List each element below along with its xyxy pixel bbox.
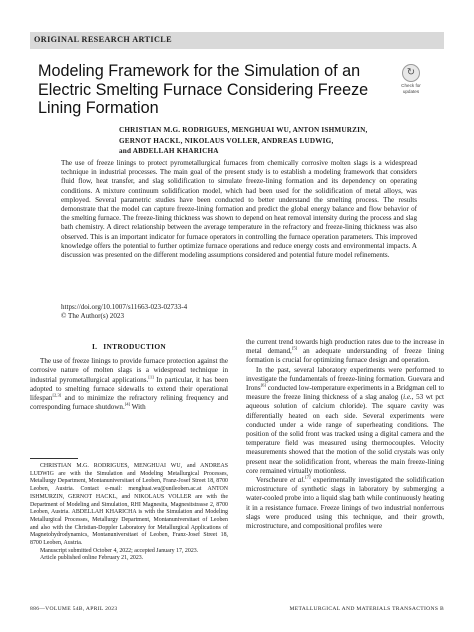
affiliations: CHRISTIAN M.G. RODRIGUES, MENGHUAI WU, and ANDREAS LUDWIG are with the Simulation and Modeling Metallurgical Processes, Metallurgy Department, Montanuniversitaet of Leoben, Franz-Josef Street 18, 8700 Leoben, Austria. Contact e-mail: menghuai.wu@unileoben.ac.at ANTON ISHMURZIN, GERNOT HACKL, and NIKOLAUS VOLLER are with the Department of Modeling and Simulation, RHI Magnesita, Magnesitstrasse 2, 8700 Leoben, Austria. ABDELLAH KHARICHA is with the Simulation and Modeling Metallurgical Processes, Metallurgy Department, Montanuniversitaet of Leoben and also with the Christian-Doppler Laboratory for Metallurgical Applications of Magnetohydrodynamics, Montanuniversitaet of Leoben, Franz-Josef Street 18, 8700 Leoben, Austria. bbox=[30, 463, 228, 547]
footer-journal: METALLURGICAL AND MATERIALS TRANSACTIONS B bbox=[289, 606, 444, 612]
text-run: experimentally investigated the solidification microstructure of synthetic slags in laboratory by submerging a water-cooled probe into a liquid slag bath while continuously heating it in a resistance furnace. Freeze linings of two industrial nonferrous slags were produced using this technique, and their growth, microstructure, and compositional profiles were bbox=[246, 476, 444, 531]
paragraph bbox=[246, 338, 444, 366]
author-line: and ABDELLAH KHARICHA bbox=[119, 147, 219, 156]
author-line: GERNOT HACKL, NIKOLAUS VOLLER, ANDREAS LUDWIG, bbox=[119, 136, 334, 145]
author-line: CHRISTIAN M.G. RODRIGUES, MENGHUAI WU, ANTON ISHMURZIN, bbox=[119, 126, 368, 134]
citation[interactable]: [1] bbox=[148, 374, 154, 380]
footer-volume: 886—VOLUME 54B, APRIL 2023 bbox=[30, 606, 118, 612]
article-meta bbox=[61, 303, 361, 321]
article-title: Modeling Framework for the Simulation of an Electric Smelting Furnace Considering Freeze Lining Formation bbox=[38, 62, 369, 117]
citation[interactable]: [6] bbox=[260, 382, 266, 388]
manuscript-dates: Manuscript submitted October 4, 2022; accepted January 17, 2023. bbox=[40, 547, 199, 554]
text-run: With bbox=[130, 403, 146, 412]
text-run: conducted low-temperature experiments in a Bridgman cell to measure the freeze lining thickness of a slag analog ( bbox=[246, 384, 444, 402]
paragraph bbox=[246, 366, 444, 476]
intro-paragraph bbox=[30, 357, 228, 412]
text-run: The use of freeze linings to provide furnace protection against the corrosive nature of molten slags is a widespread technique in industrial pyrometallurgical applications. bbox=[30, 357, 228, 384]
text-run: In the past, several laboratory experiments were performed to investigate the fundamentals of freeze-lining formation. Guevara and Irons bbox=[246, 365, 444, 393]
publication-date: Article published online February 21, 2023. bbox=[40, 555, 144, 562]
author-footnote bbox=[30, 463, 228, 563]
doi-link[interactable]: https://doi.org/10.1007/s11663-023-02733-4 bbox=[61, 303, 188, 311]
text-run: an adequate understanding of freeze lining formation is crucial for optimizing furnace design and operation. bbox=[246, 347, 444, 365]
badge-line2: updates bbox=[402, 89, 420, 94]
italic-run: et al. bbox=[290, 476, 306, 485]
citation[interactable]: [5] bbox=[291, 345, 298, 351]
copyright: © The Author(s) 2023 bbox=[61, 312, 124, 321]
section-title: INTRODUCTION bbox=[103, 342, 167, 351]
section-band bbox=[30, 32, 444, 49]
text-run: and to minimize the refractory relining frequency and corresponding furnace shutdown. bbox=[30, 394, 228, 412]
left-column bbox=[30, 338, 228, 412]
text-run: Verscheure bbox=[256, 476, 291, 485]
citation[interactable]: [2,3] bbox=[52, 392, 62, 398]
text-run: In particular, it has been adopted to smelting furnace sidewalls to extend their operational lifespan bbox=[30, 375, 228, 403]
author-list bbox=[119, 125, 419, 157]
citation[interactable]: [7] bbox=[305, 474, 311, 480]
paragraph bbox=[246, 476, 444, 531]
check-for-updates-badge[interactable] bbox=[401, 64, 421, 94]
badge-line1: Check for bbox=[401, 83, 421, 88]
section-label: ORIGINAL RESEARCH ARTICLE bbox=[34, 35, 173, 44]
text-run: 53 wt pct aqueous solution of calcium chloride). The square cavity was differentially heated on each side. Several experiments were conducted under a wide range of superheating conditions. The position of the solid front was tracked using a digital camera and the temperature field was measured using thermocouples. Velocity measurements showed that the motion of the solid crystals was only present near the solidification front, whereas the main freeze-lining core remained virtually motionless. bbox=[246, 393, 444, 475]
italic-run: i.e., bbox=[403, 393, 414, 402]
section-heading bbox=[30, 342, 228, 351]
refresh-icon: ↻ bbox=[402, 64, 420, 82]
footnote-rule bbox=[30, 458, 78, 459]
text-run: the current trend towards high production rates due to the increase in metal demand, bbox=[246, 338, 444, 356]
abstract: The use of freeze linings to protect pyrometallurgical furnaces from chemically corrosive molten slags is a widespread technique in industrial processes. The main goal of the present study is to establish a modeling framework that considers fluid flow, heat transfer, and slag solidification to simulate freeze-lining formation and its dependency on operating conditions. A mixture continuum solidification model, which had been used for the solidification of metal alloys, was employed. Several parametric studies have been conducted to better understand the smelting process. The results demonstrate that the model can capture freeze-lining formation and predict the global energy balance and flow behavior of the smelting furnace. The freeze-lining thickness was shown to depend on heat removal intensity during the process and slag bath chemistry. A direct relationship between the average temperature in the refractory and freeze-lining thickness was also observed. This is an important indicator for furnace operators in controlling the furnace operation parameters. This improved knowledge offers the potential to further optimize furnace operations and reduce energy costs and environmental impacts. A discussion was presented on the different modeling assumptions considered and potential future model refinements. bbox=[61, 159, 417, 260]
citation[interactable]: [4] bbox=[124, 401, 131, 407]
section-number: I. bbox=[91, 342, 98, 351]
right-column bbox=[246, 338, 444, 531]
